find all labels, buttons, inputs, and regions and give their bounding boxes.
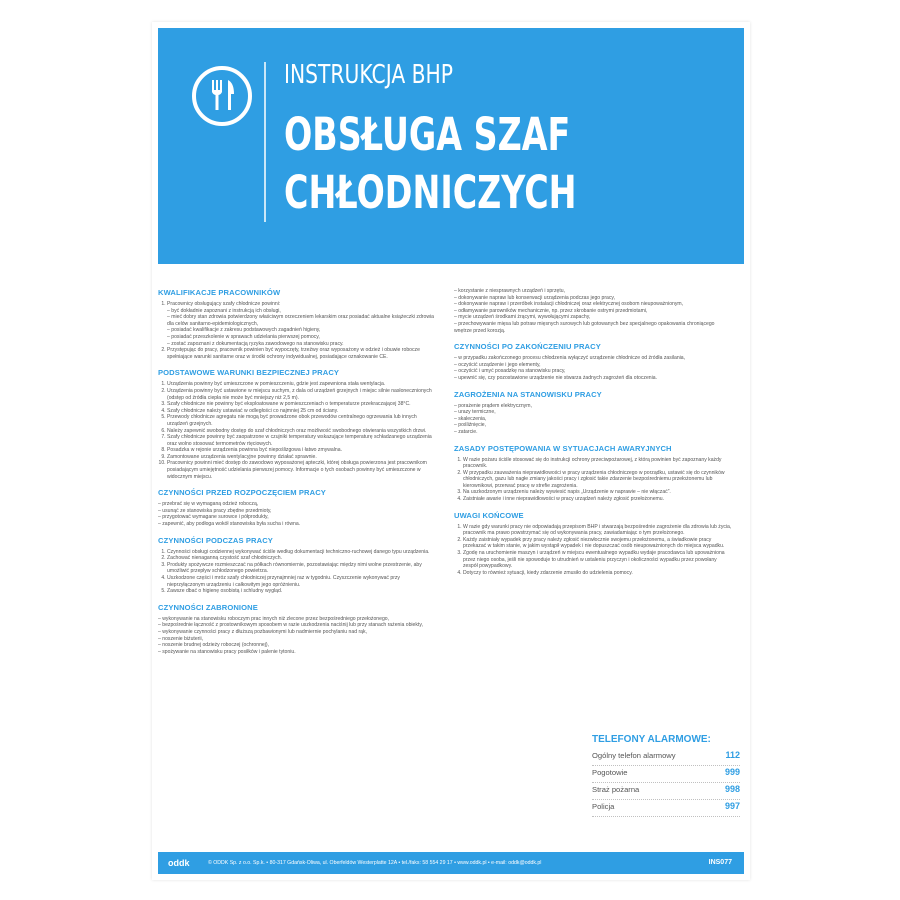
list-item: – przygotować wymagane surowce i półprodukty, bbox=[158, 514, 436, 521]
section-title: UWAGI KOŃCOWE bbox=[454, 510, 524, 520]
phone-row bbox=[592, 767, 740, 783]
phone-row bbox=[592, 784, 740, 800]
list-item: 3. Zgodę na uruchomienie maszyn i urządzeń w miejscu ewentualnego wypadku wydaje pracodawca lub upoważniona przez niego osoba, jeśli nie spowoduje to utrudnień w ustaleniu przyczyn i okoliczności wypadku przez powołany zespół powypadkowy. bbox=[463, 550, 732, 570]
before-work-list bbox=[158, 501, 436, 527]
list-item: – urazy termiczne, bbox=[454, 409, 732, 416]
list-item: – dokonywanie napraw lub konserwacji urządzenia podczas jego pracy, bbox=[454, 295, 732, 302]
list-item: – posiadać przeszkolenie w sprawach udzielania pierwszej pomocy, bbox=[167, 334, 436, 341]
qualifications-list bbox=[158, 301, 436, 360]
list-item: – korzystanie z niesprawnych urządzeń i sprzętu, bbox=[454, 288, 732, 295]
section-title: CZYNNOŚCI PRZED ROZPOCZĘCIEM PRACY bbox=[158, 488, 326, 498]
section-title: CZYNNOŚCI PODCZAS PRACY bbox=[158, 535, 273, 545]
list-item: – dokonywanie napraw i przeróbek instalacji chłodniczej oraz elektrycznej osobom nieupoważnionym, bbox=[454, 301, 732, 308]
list-item: 5. Przewody chłodnicze agregatu nie mogą być prowadzone obok przewodów centralnego ogrzewania lub innych urządzeń grzejnych. bbox=[167, 414, 436, 427]
forbidden-list-continued bbox=[454, 288, 732, 334]
forbidden-list bbox=[158, 616, 436, 656]
poster-header bbox=[158, 28, 744, 264]
list-item: – przechowywanie mięsa lub potraw mięsnych surowych lub gotowanych bez specjalnego opakowania chroniącego wnętrze przed korozją. bbox=[454, 321, 732, 334]
list-item: – wykonywanie na stanowisku roboczym prac innych niż zlecone przez bezpośredniego przełożonego, bbox=[158, 616, 436, 623]
list-item: – upewnić się, czy pozostawione urządzenie nie stwarza żadnych zagrożeń dla otoczenia. bbox=[454, 375, 732, 382]
list-item: 2. W przypadku zauważenia nieprawidłowości w pracy urządzenia chłodniczego w porządku, ustawić się do czynników chłodniczych, gazu lub nagłe zmiany jakości pracy i zgłosić takie zdarzenie bezpośredniemu przełożonemu lub kierownikowi, przerwać pracę w strefie zagrożenia. bbox=[463, 470, 732, 490]
phone-number: 997 bbox=[724, 801, 740, 811]
list-item: – oczyścić urządzenie i jego elementy, bbox=[454, 362, 732, 369]
list-item: – skaleczenia, bbox=[454, 416, 732, 423]
list-item: – oczyścić i umyć posadzkę na stanowisku pracy, bbox=[454, 368, 732, 375]
section-title: CZYNNOŚCI PO ZAKOŃCZENIU PRACY bbox=[454, 342, 601, 352]
list-item: – porażenie prądem elektrycznym, bbox=[454, 403, 732, 410]
section-title: PODSTAWOWE WARUNKI BEZPIECZNEJ PRACY bbox=[158, 368, 340, 378]
phone-label: Ogólny telefon alarmowy bbox=[592, 751, 676, 760]
list-item: 9. Zamontowane urządzenia wentylacyjne powinny działać sprawnie. bbox=[167, 454, 436, 461]
phone-label: Policja bbox=[592, 802, 615, 811]
list-item: – przebrać się w wymaganą odzież roboczą, bbox=[158, 501, 436, 508]
list-item: 1. Czynności obsługi codziennej wykonywać ściśle według dokumentacji techniczno-ruchowej danego typu urządzenia. bbox=[167, 549, 436, 556]
list-item: 2. Urządzenia powinny być ustawione w miejscu suchym, z dala od urządzeń grzejnych i miejsc silnie nasłonecznionych (odstęp od źródła ciepła nie może być mniejszy niż 2,5 m). bbox=[167, 388, 436, 401]
list-item: – odłamywanie parowników mechanicznie, np. przez skrobanie ostrymi przedmiotami, bbox=[454, 308, 732, 315]
list-item: 4. Zaistniałe awarie i inne nieprawidłowości w pracy urządzeń należy zgłosić przełożonemu. bbox=[463, 496, 732, 503]
list-item: – posiadać kwalifikacje z zakresu podstawowych zagadnień higieny, bbox=[167, 327, 436, 334]
instruction-poster bbox=[152, 22, 750, 880]
list-item: 6. Należy zapewnić swobodny dostęp do szaf chłodniczych oraz możliwość swobodnego otwierania wszystkich drzwi. bbox=[167, 428, 436, 435]
hazards-list bbox=[454, 403, 732, 436]
list-item: – w przypadku zakończonego procesu chłodzenia wyłączyć urządzenie chłodnicze od źródła zasilania, bbox=[454, 355, 732, 362]
final-notes-list bbox=[454, 524, 732, 577]
list-item: 8. Posadzka w rejonie urządzenia powinna być niepoślizgowa i łatwo zmywalna. bbox=[167, 447, 436, 454]
poster-footer bbox=[158, 852, 744, 874]
oddk-logo: oddk bbox=[168, 858, 190, 868]
phone-number: 999 bbox=[724, 767, 740, 777]
list-item: 7. Szafy chłodnicze powinny być zaopatrzone w czujniki temperatury wskazujące temperaturę schładzanego urządzenia oraz wolno stosować termometrów rtęciowych. bbox=[167, 434, 436, 447]
poster-title bbox=[284, 106, 577, 222]
document-code: INS077 bbox=[708, 859, 732, 866]
header-divider bbox=[264, 62, 266, 222]
list-item: – spożywanie na stanowisku pracy posiłków i palenie tytoniu. bbox=[158, 649, 436, 656]
list-item: – być dokładnie zapoznani z instrukcją ich obsługi, bbox=[167, 308, 436, 315]
section-title: ZAGROŻENIA NA STANOWISKU PRACY bbox=[454, 389, 602, 399]
list-item: 1. Pracownicy obsługujący szafy chłodnicze powinni: – być dokładnie zapoznani z instrukcją ich obsługi, – mieć dobry stan zdrowia potwierdzony właściwym orzeczeniem lekarskim oraz posiadać aktualne książeczki zdrowia dla celów sanitarno-epidemiologicznych, – posiadać kwalifikacje z zakresu podstawowych zagadnień higieny, – posiadać przeszkolenie w sprawach udzielania pierwszej pomocy, – zostać zapoznani z dokumentacją ryzyka zawodowego na stanowisku pracy. bbox=[167, 301, 436, 347]
after-work-list bbox=[454, 355, 732, 381]
phone-number: 998 bbox=[724, 784, 740, 794]
section-title: ZASADY POSTĘPOWANIA W SYTUACJACH AWARYJNYCH bbox=[454, 443, 672, 453]
emergency-list bbox=[454, 457, 732, 503]
list-item: 4. Szafy chłodnicze należy ustawiać w odległości co najmniej 25 cm od ściany. bbox=[167, 408, 436, 415]
poster-subtitle: INSTRUKCJA BHP bbox=[284, 60, 454, 90]
list-item: – mieć dobry stan zdrowia potwierdzony właściwym orzeczeniem lekarskim oraz posiadać aktualne książeczki zdrowia dla celów sanitarno-epidemiologicznych, bbox=[167, 314, 436, 327]
footer-contact: © ODDK Sp. z o.o. Sp.k. • 80-317 Gdańsk-Oliwa, ul. Oberfeldów Westerplatte 12A • tel./faks: 58 554 29 17 • www.oddk.pl • e-mail: oddk@oddk.pl bbox=[208, 860, 542, 866]
list-item: – noszenie biżuterii, bbox=[158, 636, 436, 643]
phones-title: TELEFONY ALARMOWE: bbox=[592, 734, 711, 745]
sub-list bbox=[167, 308, 436, 348]
during-work-list bbox=[158, 549, 436, 595]
phone-label: Straż pożarna bbox=[592, 785, 640, 794]
list-item: 3. Szafy chłodnicze nie powinny być eksploatowane w pomieszczeniach o temperaturze przekraczającej 38°C. bbox=[167, 401, 436, 408]
list-item: 1. W razie gdy warunki pracy nie odpowiadają przepisom BHP i stwarzają bezpośrednie zagrożenie dla zdrowia lub życia, pracownik ma prawo powstrzymać się od wykonywania pracy, zawiadamiając o tym przełożonego. bbox=[463, 524, 732, 537]
emergency-phones bbox=[592, 734, 740, 818]
list-item: 2. Przystępując do pracy, pracownik powinien być wypoczęty, trzeźwy oraz wyposażony w odzież i obuwie robocze spełniające warunki sanitarne oraz w środki ochrony indywidualnej, posiadające oznakowanie CE. bbox=[167, 347, 436, 360]
list-item: – noszenie brudnej odzieży roboczej (ochronnej), bbox=[158, 642, 436, 649]
list-item: 2. Każdy zaistniały wypadek przy pracy należy zgłosić niezwłocznie swojemu przełożonemu, a świadkowie pracy przekazać w takim stanie, w jakim wystąpił wypadek i nie dopuszczać osób nieupoważnionych do miejsca wypadku. bbox=[463, 537, 732, 550]
phone-number: 112 bbox=[725, 750, 740, 760]
section-title: KWALIFIKACJE PRACOWNIKÓW bbox=[158, 288, 281, 297]
phone-row bbox=[592, 801, 740, 817]
list-item: 1. Urządzenia powinny być umieszczone w pomieszczeniu, gdzie jest zapewniona stała wentylacja. bbox=[167, 381, 436, 388]
list-item: – zatarcie. bbox=[454, 429, 732, 436]
phone-label: Pogotowie bbox=[592, 768, 628, 777]
list-item: 10. Pracownicy powinni mieć dostęp do zawodowo wyposażonej apteczki, której obsługa powierzona jest pracownikom posiadającym umiejętność udzielania pierwszej pomocy. Informacje o tych osobach powinny być umieszczone w widocznym miejscu. bbox=[167, 460, 436, 480]
list-item: – wykonywanie czynności pracy z dłuższą pozbawionymi lub nadmiernie pochylaniu nad rąk, bbox=[158, 629, 436, 636]
list-item: – bezpośrednie łączność z prostownikowym sposobem w razie uszkodzenia naciśnij lub przy stanach rażenia obiekty, bbox=[158, 622, 436, 629]
section-title: CZYNNOŚCI ZABRONIONE bbox=[158, 602, 258, 612]
right-column bbox=[454, 288, 732, 576]
list-item: 2. Zachować nienaganną czystość szaf chłodniczych. bbox=[167, 555, 436, 562]
list-item: – pośliźnięcie, bbox=[454, 422, 732, 429]
list-item: 3. Produkty spożywcze rozmieszczać na półkach równomiernie, pozostawiając między nimi wolne przestrzenie, aby umożliwić przepływ schłodzonego powietrza. bbox=[167, 562, 436, 575]
list-item: 4. Dotyczy to również sytuacji, kiedy zdarzenie zmusiło do udzielenia pomocy. bbox=[463, 570, 732, 577]
list-item: – mycie urządzeń środkami żrącymi, wywołującymi zapachy, bbox=[454, 314, 732, 321]
title-line-1: OBSŁUGA SZAF bbox=[284, 108, 571, 161]
cutlery-icon bbox=[192, 66, 252, 126]
list-item: 5. Zawsze dbać o higienę osobistą i schludny wygląd. bbox=[167, 588, 436, 595]
list-item: – usunąć ze stanowiska pracy zbędne przedmioty, bbox=[158, 508, 436, 515]
list-item: – zapewnić, aby podłoga wokół stanowiska była sucha i równa. bbox=[158, 521, 436, 528]
list-item: – zostać zapoznani z dokumentacją ryzyka zawodowego na stanowisku pracy. bbox=[167, 341, 436, 348]
phone-row bbox=[592, 750, 740, 766]
list-item: 1. W razie pożaru ściśle stosować się do instrukcji ochrony przeciwpożarowej, z którą powinien być zapoznany każdy pracownik. bbox=[463, 457, 732, 470]
list-item: 4. Uszkodzone części i mróz szafy chłodniczej przynajmniej raz w tygodniu. Czyszczenie wykonywać przy nieprzyłączonym urządzeniu i całkowitym jego opróżnieniu. bbox=[167, 575, 436, 588]
left-column bbox=[158, 288, 436, 655]
list-item: 3. Na uszkodzonym urządzeniu należy wywiesić napis „Urządzenie w naprawie – nie włączać”. bbox=[463, 489, 732, 496]
conditions-list bbox=[158, 381, 436, 480]
title-line-2: CHŁODNICZYCH bbox=[284, 166, 577, 219]
